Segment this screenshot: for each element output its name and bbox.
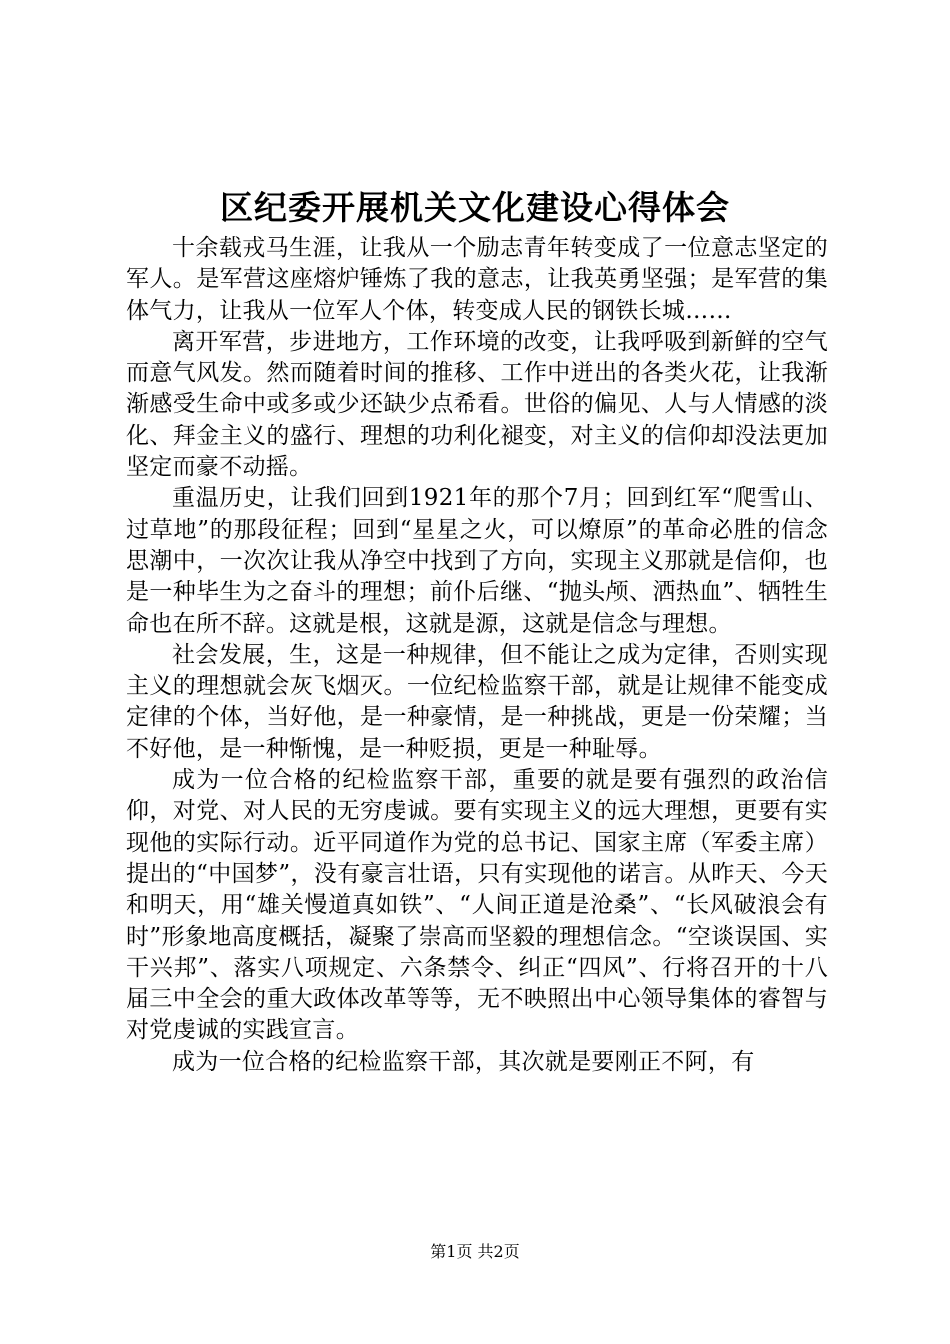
paragraph-3: 重温历史，让我们回到1921年的那个7月；回到红军“爬雪山、过草地”的那段征程；回到“星星之火，可以燎原”的革命必胜的信念思潮中，一次次让我从净空中找到了方向，实现主义那就是信仰，也是一种毕生为之奋斗的理想；前仆后继、“抛头颅、洒热血”、牺牲生命也在所不辞。这就是根，这就是源，这就是信念与理想。 (126, 485, 828, 637)
document-body (126, 233, 828, 1078)
paragraph-2: 离开军营，步进地方，工作环境的改变，让我呼吸到新鲜的空气而意气风发。然而随着时间的推移、工作中迸出的各类火花，让我渐渐感受生命中或多或少还缺少点希看。世俗的偏见、人与人情感的淡化、拜金主义的盛行、理想的功利化褪变，对主义的信仰却没法更加坚定而豪不动摇。 (126, 328, 828, 481)
document-title: 区纪委开展机关文化建设心得体会 (220, 188, 730, 227)
page-footer: 第1页 共2页 (430, 1242, 520, 1261)
paragraph-4: 社会发展，生，这是一种规律，但不能让之成为定律，否则实现主义的理想就会灰飞烟灭。一位纪检监察干部，就是让规律不能变成定律的个体，当好他，是一种豪情，是一种挑战，更是一份荣耀；当不好他，是一种惭愧，是一种贬损，更是一种耻辱。 (126, 641, 828, 762)
paragraph-5: 成为一位合格的纪检监察干部，重要的就是要有强烈的政治信仰，对党、对人民的无穷虔诚。要有实现主义的远大理想，更要有实现他的实际行动。近平同道作为党的总书记、国家主席（军委主席）提出的“中国梦”，没有豪言壮语，只有实现他的诺言。从昨天、今天和明天，用“雄关慢道真如铁”、“人间正道是沧桑”、“长风破浪会有时”形象地高度概括，凝聚了崇高而坚毅的理想信念。“空谈误国、实干兴邦”、落实八项规定、六条禁令、纠正“四风”、行将召开的十八届三中全会的重大政体改革等等，无不映照出中心领导集体的睿智与对党虔诚的实践宣言。 (126, 767, 828, 1044)
paragraph-6: 成为一位合格的纪检监察干部，其次就是要刚正不阿，有 (172, 1048, 755, 1075)
paragraph-1: 十余载戎马生涯，让我从一个励志青年转变成了一位意志坚定的军人。是军营这座熔炉锤炼了我的意志，让我英勇坚强；是军营的集体气力，让我从一位军人个体，转变成人民的钢铁长城…… (126, 235, 828, 324)
